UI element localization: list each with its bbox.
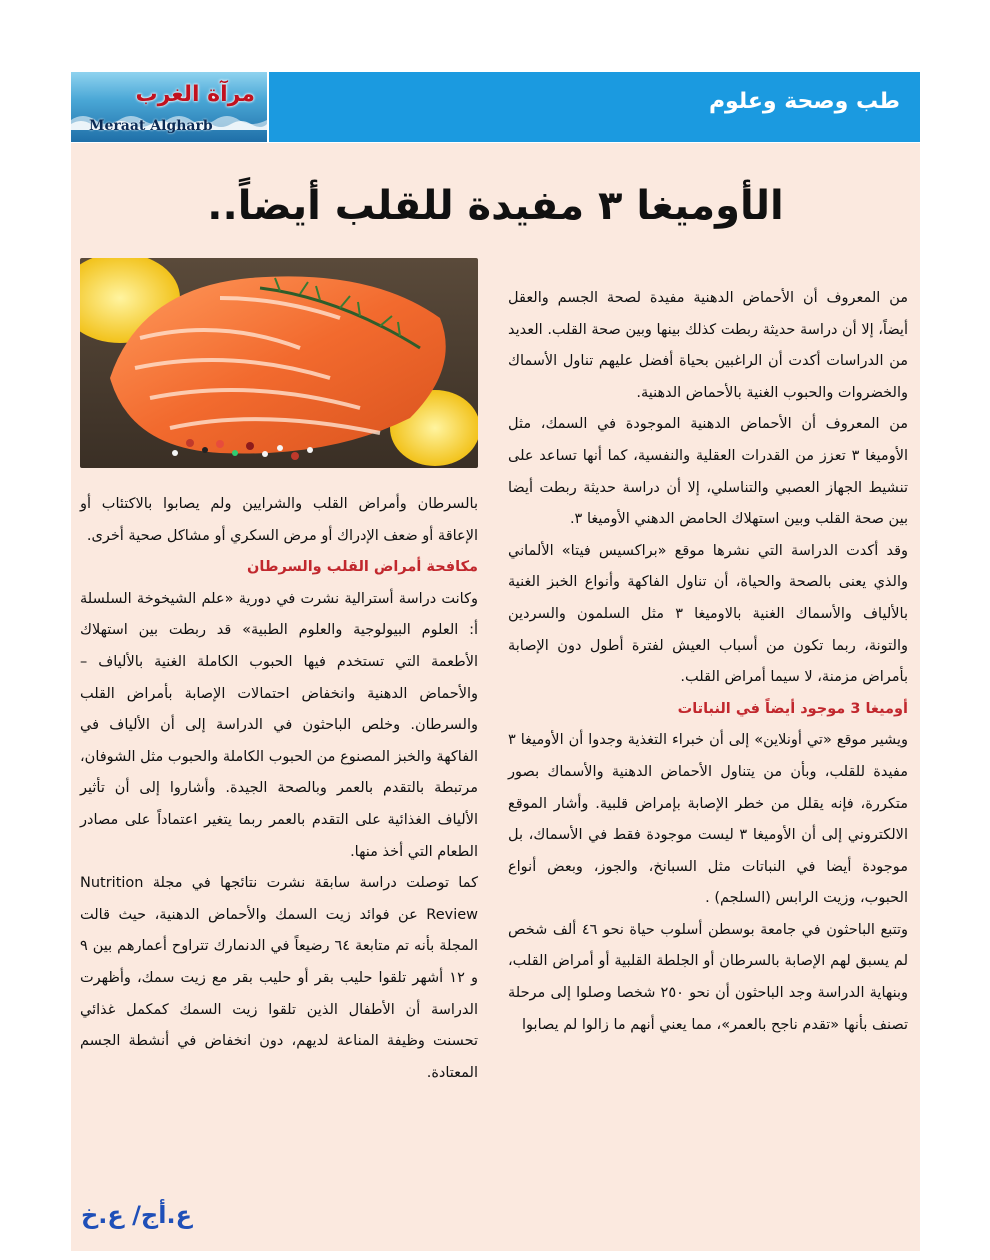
article-panel: [71, 143, 920, 1251]
paragraph: ويشير موقع «تي أونلاين» إلى أن خبراء التغذية وجدوا أن الأوميغا ٣ مفيدة للقلب، وبأن من يتناول الأحماض الدهنية والأسماك بصور متكررة، فإنه يقلل من خطر الإصابة بإمراض قلبية. وأشار الموقع الالكتروني إلى أن الأوميغا ٣ ليست موجودة فقط في الأسماك، بل موجودة أيضا في النباتات مثل السبانخ، والجوز، وبعض أنواع الحبوب، وزيت الرابس (السلجم) .: [508, 732, 908, 907]
paragraph: من المعروف أن الأحماض الدهنية الموجودة في السمك، مثل الأوميغا ٣ تعزز من القدرات العقلية والنفسية، كما أنها تساعد على تنشيط الجهاز العصبي والتناسلي، إلا أن دراسة حديثة ربطت أيضا بين صحة القلب وبين استهلاك الحامض الدهني الأوميغا ٣.: [508, 416, 909, 528]
article-headline: الأوميغا ٣ مفيدة للقلب أيضاً..: [207, 183, 784, 229]
paragraph: بالسرطان وأمراض القلب والشرايين ولم يصابوا بالاكتئاب أو الإعاقة أو ضعف الإدراك أو مرض السكري أو مشاكل صحية أخرى.: [80, 496, 478, 544]
author-signature: ع.أج/ ع.خ: [81, 1201, 192, 1229]
paragraph: من المعروف أن الأحماض الدهنية مفيدة لصحة الجسم والعقل أيضاً، إلا أن دراسة حديثة ربطت كذلك بينها وبين صحة القلب. العديد من الدراسات أكدت أن الراغبين بحياة أفضل عليهم تناول الأسماك والخضروات والحبوب الغنية بالأحماض الدهنية.: [508, 290, 908, 401]
salmon-photo: [80, 258, 478, 468]
logo-english-text: Meraat Algharb: [89, 118, 213, 134]
masthead-logo: [71, 72, 267, 142]
salmon-illustration: [80, 258, 478, 468]
paragraph: وتتبع الباحثون في جامعة بوسطن أسلوب حياة نحو ٤٦ ألف شخص لم يسبق لهم الإصابة بالسرطان أو الجلطة القلبية أو أمراض القلب، وبنهاية الدراسة وجد الباحثون أن نحو ٢٥٠ شخصا وصلوا إلى مرحلة تصنف بأنها «تقدم ناجح بالعمر»، مما يعني أنهم ما زالوا لم يصابوا: [508, 921, 908, 1033]
paragraph: وكانت دراسة أسترالية نشرت في دورية «علم الشيخوخة السلسلة أ: العلوم البيولوجية والعلوم الطبية» قد ربطت بين استهلاك الأطعمة التي تستخدم فيها الحبوب الكاملة الغنية بالألياف – والأحماض الدهنية وانخفاض احتمالات الإصابة بأمراض القلب والسرطان. وخلص الباحثون في الدراسة إلى أن الألياف في الفاكهة والخبز المصنوع من الحبوب الكاملة والحبوب مثل الشوفان، مرتبطة بالتقدم بالعمر وبالصحة الجيدة. وأشاروا إلى أن تأثير الألياف الغذائية على التقدم بالعمر ربما يتغير اعتماداً على مصادر الطعام التي أخذ منها.: [80, 590, 478, 860]
logo-arabic-text: مرآة الغرب: [135, 82, 255, 107]
left-column: [80, 489, 478, 1089]
section-title: طب وصحة وعلوم: [708, 89, 900, 114]
section-header-bar: [269, 72, 920, 142]
subheading: أوميغا 3 موجود أيضاً في النباتات: [677, 700, 908, 717]
paragraph: وقد أكدت الدراسة التي نشرها موقع «براكسيس فيتا» الألماني والذي يعنى بالصحة والحياة، أن تناول الفاكهة وأنواع الخبز الغنية بالألياف والأسماك الغنية بالاوميغا ٣ مثل السلمون والسردين والتونة، ربما تكون من أسباب العيش لفترة أطول دون الإصابة بأمراض مزمنة، لا سيما أمراض القلب.: [508, 542, 908, 686]
paragraph: كما توصلت دراسة سابقة نشرت نتائجها في مجلة Nutrition Review عن فوائد زيت السمك والأحماض الدهنية، حيث قالت المجلة بأنه تم متابعة ٦٤ رضيعاً في الدنمارك تتراوح أعمارهم بين ٩ و ١٢ أشهر تلقوا حليب بقر أو حليب بقر مع زيت سمك، وأظهرت الدراسة أن الأطفال الذين تلقوا زيت السمك كمكمل غذائي تحسنت وظيفة المناعة لديهم، دون انخفاض في أنشطة الجسم المعتادة.: [80, 875, 479, 1081]
subheading: مكافحة أمراض القلب والسرطان: [247, 559, 478, 576]
right-column: [508, 283, 908, 1041]
